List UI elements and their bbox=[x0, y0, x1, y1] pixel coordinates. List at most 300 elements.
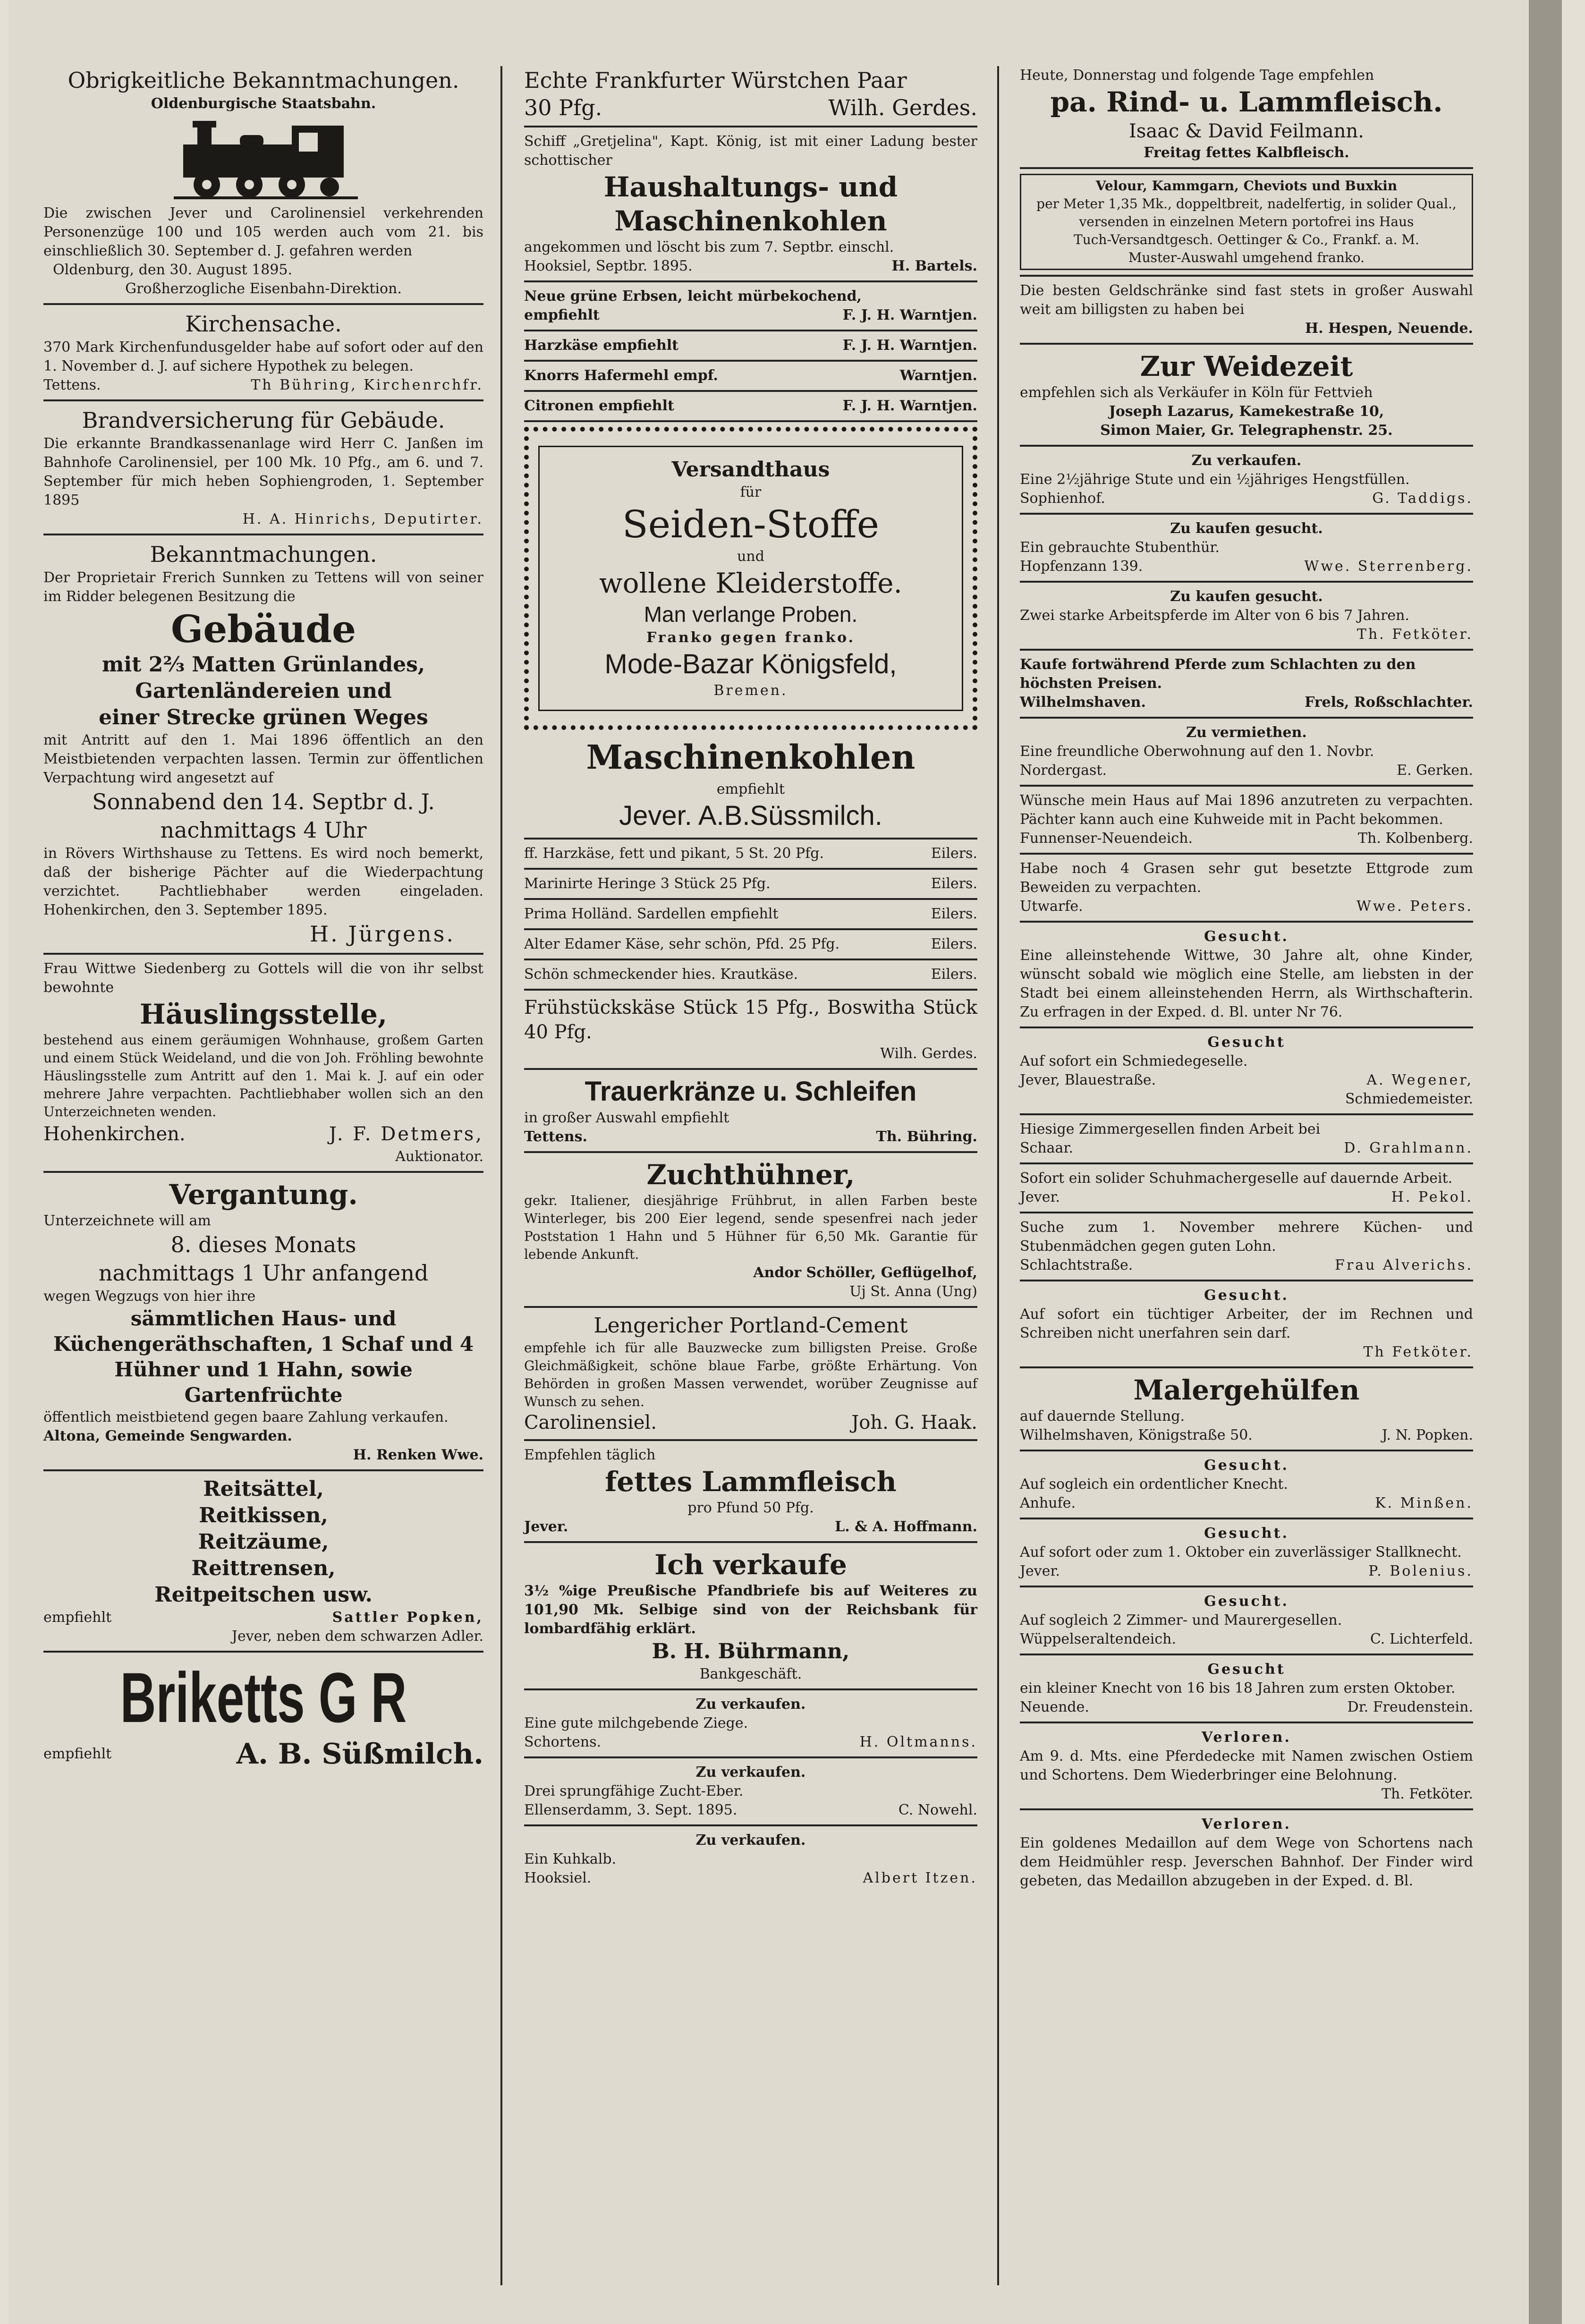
ad-haeuslingsstelle bbox=[43, 959, 483, 1166]
divider bbox=[524, 928, 977, 930]
verg-time: nachmittags 1 Uhr anfangend bbox=[98, 1260, 429, 1286]
zv-place: Hooksiel. bbox=[524, 1870, 592, 1886]
rind-sign: Isaac & David Feilmann. bbox=[1129, 120, 1364, 142]
haush-title: Haushaltungs- und bbox=[603, 171, 898, 203]
pferd-text: Kaufe fortwährend Pferde zum Schlachten zu den höchsten Preisen. bbox=[1020, 656, 1416, 692]
geld-sign: H. Hespen, Neuende. bbox=[1305, 320, 1473, 337]
divider bbox=[1020, 1450, 1473, 1451]
gebaeude-title: Gebäude bbox=[171, 607, 356, 651]
zimm-place: Schaar. bbox=[1020, 1140, 1074, 1156]
ges-text: Eine alleinstehende Wittwe, 30 Jahre alt, ohne Kinder, wünscht sobald wie möglich eine Stelle, am liebsten in der Stadt bei einem alleinstehenden Herrn, als Wirthschafterin. Zu erfragen in der Exped. d. Bl. unter Nr 76. bbox=[1020, 947, 1473, 1020]
haeusl-place: Hohenkirchen. bbox=[43, 1123, 186, 1145]
zv-sign: Albert Itzen. bbox=[863, 1870, 977, 1886]
ad-erbsen bbox=[524, 287, 977, 325]
ges-text: Auf sofort ein Schmiedegeselle. bbox=[1020, 1053, 1248, 1069]
fruehst-text: Frühstückskäse Stück 15 Pfg., Boswitha Stück 40 Pfg. bbox=[524, 997, 977, 1043]
divider bbox=[43, 953, 483, 955]
maschk-emp: empfiehlt bbox=[716, 781, 785, 797]
divider bbox=[524, 1824, 977, 1826]
zk-place: Hopfenzann 139. bbox=[1020, 558, 1143, 575]
column-rule bbox=[997, 66, 999, 2285]
zk-text: Ein gebrauchte Stubenthür. bbox=[1020, 539, 1220, 556]
kirche-sign: Th Bühring, Kirchenrchfr. bbox=[251, 377, 483, 393]
divider bbox=[1020, 921, 1473, 923]
ad-zuchteber bbox=[524, 1763, 977, 1820]
harz-text: Harzkäse empfiehlt bbox=[524, 337, 679, 354]
ges-sign: P. Bolenius. bbox=[1368, 1563, 1473, 1579]
gebaeude-line: Gartenländereien und bbox=[135, 679, 392, 703]
ges-text: Auf sofort oder zum 1. Oktober ein zuverlässiger Stallknecht. bbox=[1020, 1544, 1462, 1561]
ad-stallknecht bbox=[1020, 1524, 1473, 1581]
ad-harzkaese bbox=[524, 336, 977, 355]
divider bbox=[1020, 717, 1473, 719]
ad-stubenmaedchen bbox=[1020, 1218, 1473, 1275]
divider bbox=[524, 1688, 977, 1690]
ad-zuchthuehner bbox=[524, 1158, 977, 1301]
ges-text: Auf sogleich ein ordentlicher Knecht. bbox=[1020, 1476, 1288, 1493]
gras-text: Habe noch 4 Grasen sehr gut besetzte Ettgrode zum Beweiden zu verpachten. bbox=[1020, 860, 1473, 896]
divider bbox=[1020, 1162, 1473, 1164]
divider bbox=[524, 838, 977, 840]
brand-sign: H. A. Hinrichs, Deputirter. bbox=[242, 511, 483, 527]
zv-place: Ellenserdamm, 3. Sept. 1895. bbox=[524, 1802, 737, 1818]
citron-text: Citronen empfiehlt bbox=[524, 398, 674, 414]
vers-proben: Man verlange Proben. bbox=[644, 602, 858, 627]
verg-items: sämmtlichen Haus- und Küchengeräthschaften, 1 Schaf und 4 Hühner und 1 Hahn, sowie Gartenfrüchte bbox=[53, 1307, 474, 1407]
ad-schmiedegeselle bbox=[1020, 1033, 1473, 1109]
rind-intro: Heute, Donnerstag und folgende Tage empfehlen bbox=[1020, 67, 1374, 84]
divider bbox=[524, 989, 977, 991]
reit-sign: Sattler Popken, bbox=[332, 1609, 483, 1626]
gebaeude-text2: in Rövers Wirthshause zu Tettens. Es wird noch bemerkt, daß der bisherige Pächter auf die Wiederpachtung verzichtet. Pachtliebhaber werden eingeladen. Hohenkirchen, den 3. September 1895. bbox=[43, 845, 483, 918]
divider bbox=[524, 360, 977, 362]
brik-emp: empfiehlt bbox=[43, 1746, 112, 1762]
ges-head: Gesucht. bbox=[1204, 1457, 1289, 1474]
verg-text2: öffentlich meistbietend gegen baare Zahlung verkaufen. bbox=[43, 1409, 449, 1425]
divider bbox=[1020, 1518, 1473, 1519]
trauer-sign: Th. Bühring. bbox=[876, 1128, 977, 1145]
kuech-sign: Frau Alverichs. bbox=[1335, 1257, 1473, 1273]
ad-brandversicherung bbox=[43, 406, 483, 529]
divider bbox=[1020, 1654, 1473, 1655]
ad-haushaltungskohlen bbox=[524, 132, 977, 276]
haeusl-title: Häuslingsstelle, bbox=[139, 998, 388, 1030]
trauer-title: Trauerkränze u. Schleifen bbox=[585, 1076, 917, 1107]
trauer-place: Tettens. bbox=[524, 1128, 587, 1145]
haush-sign: H. Bartels. bbox=[891, 258, 977, 274]
ad-medaillon bbox=[1020, 1815, 1473, 1891]
vers-seide: Seiden-Stoffe bbox=[622, 502, 880, 546]
zv-head: Zu verkaufen. bbox=[695, 1764, 806, 1781]
velour-text: per Meter 1,35 Mk., doppeltbreit, nadelfertig, in solider Qual., versenden in einzelnen Metern portofrei ins Haus bbox=[1036, 196, 1457, 229]
lamm-intro: Empfehlen täglich bbox=[524, 1447, 656, 1463]
zv-text: Drei sprungfähige Zucht-Eber. bbox=[524, 1783, 744, 1799]
wurst-sign: Wilh. Gerdes. bbox=[828, 95, 977, 120]
reit-emp: empfiehlt bbox=[43, 1609, 112, 1626]
ges-head: Gesucht bbox=[1207, 1661, 1286, 1678]
ges-place: Wüppelseraltendeich. bbox=[1020, 1631, 1177, 1647]
divider bbox=[1020, 1808, 1473, 1810]
obrig-title: Obrigkeitliche Bekanntmachungen. bbox=[68, 68, 459, 93]
zv-text: Eine 2½jährige Stute und ein ½jähriges Hengstfüllen. bbox=[1020, 471, 1410, 488]
knorr-sign: Warntjen. bbox=[899, 367, 977, 384]
column-rule bbox=[500, 66, 502, 2285]
pferd-sign: Frels, Roßschlachter. bbox=[1305, 694, 1473, 711]
kirche-title: Kirchensache. bbox=[185, 311, 342, 337]
verg-title: Vergantung. bbox=[169, 1179, 358, 1211]
gras-place: Utwarfe. bbox=[1020, 898, 1083, 915]
divider bbox=[1020, 1280, 1473, 1281]
ad-pfandbriefe bbox=[524, 1548, 977, 1684]
ad-gebaeude bbox=[43, 540, 483, 948]
lamm-place: Jever. bbox=[524, 1518, 568, 1535]
erbsen-sign: F. J. H. Warntjen. bbox=[842, 307, 977, 323]
reit-addr: Jever, neben dem schwarzen Adler. bbox=[231, 1628, 483, 1645]
ad-reitsaettel bbox=[43, 1476, 483, 1646]
gebaeude-text: mit Antritt auf den 1. Mai 1896 öffentlich an den Meistbietenden verpachten lassen. Termin zur öffentlichen Verpachtung wird angesetzt auf bbox=[43, 732, 483, 786]
maschk-title: Maschinenkohlen bbox=[586, 738, 915, 777]
ad-briketts bbox=[43, 1657, 483, 1771]
ad-lammfleisch bbox=[524, 1446, 977, 1536]
pferd-place: Wilhelmshaven. bbox=[1020, 694, 1146, 711]
haus-text: Wünsche mein Haus auf Mai 1896 anzutreten zu verpachten. Pächter kann auch eine Kuhweide mit in Pacht bekommen. bbox=[1020, 792, 1473, 828]
weide-name: Joseph Lazarus, Kamekestraße 10, bbox=[1109, 403, 1384, 420]
velour-head: Velour, Kammgarn, Cheviots und Buxkin bbox=[1095, 178, 1398, 194]
weide-title: Zur Weidezeit bbox=[1140, 350, 1353, 382]
ges-head: Gesucht. bbox=[1204, 1287, 1289, 1304]
ad-fruehstueckskaese bbox=[524, 995, 977, 1063]
ad-schuhmacher bbox=[1020, 1169, 1473, 1207]
reit-line: Reitzäume, bbox=[198, 1530, 329, 1554]
ges-text: Auf sofort ein tüchtiger Arbeiter, der im Rechnen und Schreiben nicht unerfahren sein darf. bbox=[1020, 1306, 1473, 1341]
ad-zimmergesellen bbox=[1020, 1120, 1473, 1158]
eilers-text: Marinirte Heringe 3 Stück 25 Pfg. bbox=[524, 875, 771, 892]
weide-name: Simon Maier, Gr. Telegraphenstr. 25. bbox=[1100, 422, 1393, 439]
zucht-title: Zuchthühner, bbox=[646, 1159, 855, 1191]
lamm-price: pro Pfund 50 Pfg. bbox=[687, 1500, 814, 1516]
ad-stute bbox=[1020, 451, 1473, 508]
ges-place: Anhufe. bbox=[1020, 1495, 1076, 1511]
zv-text: Eine gute milchgebende Ziege. bbox=[524, 1715, 748, 1731]
ad-velour bbox=[1020, 174, 1473, 270]
divider bbox=[524, 1151, 977, 1153]
eilers-text: Schön schmeckender hies. Krautkäse. bbox=[524, 966, 798, 983]
divider bbox=[43, 303, 483, 305]
ges-head: Gesucht. bbox=[1204, 1525, 1289, 1542]
divider bbox=[43, 399, 483, 401]
verl-head: Verloren. bbox=[1202, 1816, 1291, 1832]
locomotive-icon bbox=[164, 116, 363, 201]
zucht-text: gekr. Italiener, diesjährige Frühbrut, in allen Farben beste Winterleger, bis 200 Eier legend, sende spesenfrei nach jeder Poststation 1 Hahn und 5 Hühner für 6,50 Mk. Garantie für lebende Ankunft. bbox=[524, 1193, 977, 1262]
ad-rindfleisch bbox=[1020, 66, 1473, 162]
verk-title: Ich verkaufe bbox=[654, 1549, 847, 1581]
eilers-sign: Eilers. bbox=[931, 875, 977, 892]
divider bbox=[524, 1306, 977, 1308]
ad-oberwohnung bbox=[1020, 723, 1473, 780]
ges-text: ein kleiner Knecht von 16 bis 18 Jahren zum ersten Oktober. bbox=[1020, 1680, 1456, 1696]
ges-place: Jever. bbox=[1020, 1563, 1060, 1579]
haush-text: angekommen und löscht bis zum 7. Septbr. einschl. bbox=[524, 239, 894, 255]
wurst-price: 30 Pfg. bbox=[524, 95, 602, 120]
ges-sign: K. Minßen. bbox=[1375, 1495, 1473, 1511]
ges-place: Jever, Blauestraße. bbox=[1020, 1072, 1156, 1088]
divider bbox=[524, 898, 977, 900]
schuh-sign: H. Pekol. bbox=[1391, 1189, 1473, 1205]
vers-title: Versandthaus bbox=[671, 458, 830, 482]
vers-wolle: wollene Kleiderstoffe. bbox=[599, 567, 902, 599]
eilers-sign: Eilers. bbox=[931, 936, 977, 952]
ad-obrigkeitliche bbox=[43, 66, 483, 298]
velour-sign: Tuch-Versandtgesch. Oettinger & Co., Frankf. a. M. bbox=[1074, 232, 1419, 247]
divider bbox=[524, 868, 977, 870]
zk-head: Zu kaufen gesucht. bbox=[1170, 520, 1323, 537]
gebaeude-line: einer Strecke grünen Weges bbox=[99, 705, 428, 729]
divider bbox=[524, 280, 977, 282]
zucht-addr: Uj St. Anna (Ung) bbox=[849, 1283, 977, 1300]
zv-sign: G. Taddigs. bbox=[1372, 490, 1473, 507]
verk-text: 3½ %ige Preußische Pfandbriefe bis auf Weiteres zu 101,90 Mk. Selbige sind von der Reichsbank für lombardfähig erklärt. bbox=[524, 1583, 977, 1637]
ges-sign: C. Lichterfeld. bbox=[1370, 1631, 1473, 1647]
cement-sign: Joh. G. Haak. bbox=[851, 1412, 977, 1433]
zv-sign: H. Oltmanns. bbox=[859, 1734, 977, 1750]
ges-text: Auf sogleich 2 Zimmer- und Maurergesellen. bbox=[1020, 1612, 1342, 1628]
zk-sign: Th. Fetköter. bbox=[1356, 626, 1473, 643]
verl-head: Verloren. bbox=[1202, 1729, 1291, 1746]
kirche-text: 370 Mark Kirchenfundusgelder habe auf sofort oder auf den 1. November d. J. auf sichere Hypothek zu belegen. bbox=[43, 339, 483, 374]
divider bbox=[1020, 445, 1473, 447]
verk-sign: B. H. Bührmann, bbox=[652, 1639, 850, 1663]
kirche-place: Tettens. bbox=[43, 377, 101, 393]
zverm-head: Zu vermiethen. bbox=[1186, 724, 1307, 741]
ad-eilers-heringe bbox=[524, 874, 977, 893]
divider bbox=[43, 1651, 483, 1653]
divider bbox=[43, 1171, 483, 1173]
ad-portland-cement bbox=[524, 1313, 977, 1434]
brand-title: Brandversicherung für Gebäude. bbox=[82, 407, 445, 433]
kuech-place: Schlachtstraße. bbox=[1020, 1257, 1133, 1273]
gebaeude-date: Sonnabend den 14. Septbr d. J. bbox=[92, 789, 435, 814]
haus-place: Funnenser-Neuendeich. bbox=[1020, 830, 1193, 847]
ad-trauerkraenze bbox=[524, 1075, 977, 1146]
reit-line: Reitsättel, bbox=[203, 1477, 324, 1501]
ad-pferde-schlachten bbox=[1020, 655, 1473, 712]
lamm-sign: L. & A. Hoffmann. bbox=[835, 1518, 977, 1535]
zucht-sign: Andor Schöller, Geflügelhof, bbox=[753, 1264, 977, 1281]
maler-place: Wilhelmshaven, Königstraße 50. bbox=[1020, 1427, 1253, 1443]
ges-head: Gesucht. bbox=[1204, 1593, 1289, 1610]
schuh-text: Sofort ein solider Schuhmachergeselle auf dauernde Arbeit. bbox=[1020, 1170, 1453, 1187]
ad-vergantung bbox=[43, 1178, 483, 1465]
verg-intro: Unterzeichnete will am bbox=[43, 1213, 211, 1229]
divider bbox=[1020, 275, 1473, 277]
ad-wirthschafterin bbox=[1020, 927, 1473, 1022]
geld-text: Die besten Geldschränke sind fast stets in großer Auswahl weit am billigsten zu haben bei bbox=[1020, 282, 1473, 318]
zverm-place: Nordergast. bbox=[1020, 762, 1107, 779]
ad-kleiner-knecht bbox=[1020, 1660, 1473, 1717]
divider bbox=[524, 1068, 977, 1070]
haush-title: Maschinenkohlen bbox=[614, 205, 887, 237]
vers-franko: Franko gegen franko. bbox=[646, 629, 856, 646]
divider bbox=[1020, 343, 1473, 345]
rind-sub: Freitag fettes Kalbfleisch. bbox=[1144, 144, 1349, 161]
verl-text: Ein goldenes Medaillon auf dem Wege von Schortens nach dem Heidmühler resp. Jeverschen Bahnhof. Der Finder wird gebeten, das Medaillon abzugeben in der Exped. d. Bl. bbox=[1020, 1835, 1473, 1889]
ad-maschinenkohlen bbox=[524, 735, 977, 833]
ad-knecht bbox=[1020, 1456, 1473, 1513]
divider bbox=[1020, 1212, 1473, 1213]
haeusl-sign: J. F. Detmers, bbox=[329, 1123, 483, 1145]
left-column bbox=[43, 66, 483, 1771]
bek-text: Der Proprietair Frerich Sunnken zu Tettens will von seiner im Ridder belegenen Besitzung die bbox=[43, 569, 483, 605]
ad-eilers-edamer bbox=[524, 935, 977, 954]
divider bbox=[524, 1756, 977, 1758]
verk-role: Bankgeschäft. bbox=[699, 1666, 802, 1682]
obrig-text: Die zwischen Jever und Carolinensiel verkehrenden Personenzüge 100 und 105 werden auch vom 21. bis einschließlich 30. September d. J. gefahren werden bbox=[43, 205, 483, 259]
divider bbox=[524, 126, 977, 127]
gras-sign: Wwe. Peters. bbox=[1356, 898, 1473, 915]
divider bbox=[524, 958, 977, 960]
obrig-sign: Großherzogliche Eisenbahn-Direktion. bbox=[125, 280, 402, 297]
kuech-text: Suche zum 1. November mehrere Küchen- und Stubenmädchen gegen guten Lohn. bbox=[1020, 1219, 1473, 1255]
obrig-subtitle: Oldenburgische Staatsbahn. bbox=[151, 95, 376, 112]
zv-place: Schortens. bbox=[524, 1734, 602, 1750]
middle-column bbox=[524, 66, 977, 1888]
ad-arbeiter bbox=[1020, 1286, 1473, 1362]
ges-sign: A. Wegener, bbox=[1366, 1072, 1473, 1088]
maler-sign: J. N. Popken. bbox=[1382, 1427, 1473, 1443]
ad-stubenthuer bbox=[1020, 519, 1473, 576]
haeusl-text: bestehend aus einem geräumigen Wohnhause, großem Garten und einem Stück Weideland, und die von Joh. Fröhling bewohnte Häuslingsstelle zum Antritt auf den 1. Mai k. J. auf ein oder mehrere Jahre verpachten. Pachtliebhaber wollen sich an den Unterzeichneten wenden. bbox=[43, 1032, 483, 1120]
harz-sign: F. J. H. Warntjen. bbox=[842, 337, 977, 354]
ad-haus-verpachten bbox=[1020, 791, 1473, 848]
ges-sign: Dr. Freudenstein. bbox=[1347, 1699, 1473, 1715]
erbsen-text: Neue grüne Erbsen, leicht mürbekochend, bbox=[524, 288, 862, 305]
zv-head: Zu verkaufen. bbox=[695, 1696, 806, 1713]
ad-wuerstchen bbox=[524, 66, 977, 121]
ges-place: Neuende. bbox=[1020, 1699, 1089, 1715]
maschk-sign: Jever. A.B.Süssmilch. bbox=[619, 800, 882, 831]
ad-geldschraenke bbox=[1020, 281, 1473, 338]
ges-role: Schmiedemeister. bbox=[1345, 1091, 1473, 1107]
brik-title: Briketts G R bbox=[120, 1658, 407, 1737]
verg-text: wegen Wegzugs von hier ihre bbox=[43, 1288, 256, 1305]
haush-place: Hooksiel, Septbr. 1895. bbox=[524, 258, 693, 274]
weide-text: empfehlen sich als Verkäufer in Köln für Fettvieh bbox=[1020, 384, 1373, 401]
schiff-text: Schiff „Gretjelina", Kapt. König, ist mit einer Ladung bester schottischer bbox=[524, 133, 977, 169]
ad-pferdedecke bbox=[1020, 1728, 1473, 1804]
ad-maurergesellen bbox=[1020, 1592, 1473, 1649]
ad-versandthaus bbox=[524, 427, 977, 730]
rind-title: pa. Rind- u. Lammfleisch. bbox=[1050, 86, 1443, 118]
lamm-title: fettes Lammfleisch bbox=[605, 1466, 897, 1498]
zk-head: Zu kaufen gesucht. bbox=[1170, 588, 1323, 605]
verl-text: Am 9. d. Mts. eine Pferdedecke mit Namen zwischen Ostiem und Schortens. Dem Wiederbringer eine Belohnung. bbox=[1020, 1748, 1473, 1783]
divider bbox=[524, 1439, 977, 1441]
trauer-text: in großer Auswahl empfiehlt bbox=[524, 1110, 729, 1126]
eilers-text: ff. Harzkäse, fett und pikant, 5 St. 20 Pfg. bbox=[524, 845, 824, 862]
divider bbox=[1020, 785, 1473, 787]
maler-text: auf dauernde Stellung. bbox=[1020, 1408, 1185, 1425]
brik-sign: A. B. Süßmilch. bbox=[236, 1738, 483, 1771]
divider bbox=[524, 1541, 977, 1543]
page-edge bbox=[1529, 0, 1562, 2324]
divider bbox=[524, 390, 977, 392]
divider bbox=[1020, 853, 1473, 855]
eilers-text: Prima Holländ. Sardellen empfiehlt bbox=[524, 906, 779, 922]
ad-citronen bbox=[524, 397, 977, 416]
verg-sign: H. Renken Wwe. bbox=[353, 1447, 483, 1463]
gebaeude-sign: H. Jürgens. bbox=[310, 921, 455, 947]
reit-line: Reittrensen, bbox=[191, 1556, 336, 1580]
obrig-date: Oldenburg, den 30. August 1895. bbox=[53, 262, 293, 278]
ad-arbeitspferde bbox=[1020, 587, 1473, 644]
divider bbox=[1020, 1366, 1473, 1368]
divider bbox=[1020, 649, 1473, 651]
fruehst-sign: Wilh. Gerdes. bbox=[880, 1045, 977, 1062]
eilers-sign: Eilers. bbox=[931, 845, 977, 862]
eilers-text: Alter Edamer Käse, sehr schön, Pfd. 25 Pfg. bbox=[524, 936, 840, 952]
divider bbox=[1020, 581, 1473, 583]
ad-malergehuelfen bbox=[1020, 1373, 1473, 1445]
versandthaus-inner bbox=[538, 446, 963, 711]
maler-title: Malergehülfen bbox=[1133, 1374, 1360, 1406]
vers-und: und bbox=[737, 548, 764, 565]
zverm-sign: E. Gerken. bbox=[1397, 762, 1473, 779]
zimm-text: Hiesige Zimmergesellen finden Arbeit bei bbox=[1020, 1121, 1321, 1137]
zverm-text: Eine freundliche Oberwohnung auf den 1. Novbr. bbox=[1020, 743, 1374, 760]
zv-place: Sophienhof. bbox=[1020, 490, 1105, 507]
divider bbox=[1020, 513, 1473, 515]
divider bbox=[1020, 1026, 1473, 1028]
ad-weidezeit bbox=[1020, 349, 1473, 440]
ad-kuhkalb bbox=[524, 1831, 977, 1888]
verl-sign: Th. Fetköter. bbox=[1381, 1786, 1473, 1802]
divider bbox=[524, 420, 977, 422]
reit-line: Reitpeitschen usw. bbox=[154, 1583, 373, 1607]
haeusl-role: Auktionator. bbox=[395, 1148, 483, 1165]
ad-grasen bbox=[1020, 859, 1473, 916]
ges-head: Gesucht bbox=[1207, 1034, 1286, 1051]
erbsen-emp: empfiehlt bbox=[524, 307, 600, 323]
ad-hafermehl bbox=[524, 366, 977, 385]
ad-eilers-krautkaese bbox=[524, 965, 977, 984]
divider bbox=[1020, 1722, 1473, 1723]
zk-text: Zwei starke Arbeitspferde im Alter von 6 bis 7 Jahren. bbox=[1020, 607, 1410, 624]
eilers-sign: Eilers. bbox=[931, 966, 977, 983]
velour-foot: Muster-Auswahl umgehend franko. bbox=[1128, 250, 1365, 265]
vers-fuer: für bbox=[740, 484, 762, 500]
cement-title: Lengericher Portland-Cement bbox=[593, 1314, 908, 1338]
ad-eilers-harzkaese bbox=[524, 844, 977, 863]
right-column bbox=[1020, 66, 1473, 1891]
divider bbox=[1020, 1113, 1473, 1115]
zv-head: Zu verkaufen. bbox=[1191, 452, 1302, 469]
ad-ziege bbox=[524, 1695, 977, 1752]
brand-text: Die erkannte Brandkassenanlage wird Herr C. Janßen im Bahnhofe Carolinensiel, per 100 Mk. 10 Pfg., am 6. und 7. September für mich heben Sophiengroden, 1. September 1895 bbox=[43, 435, 483, 509]
zv-head: Zu verkaufen. bbox=[695, 1832, 806, 1849]
cement-text: empfehle ich für alle Bauzwecke zum billigsten Preise. Große Gleichmäßigkeit, schöne blaue Farbe, größte Erhärtung. Von Behörden in großen Massen verwendet, worüber Zeugnisse auf Wunsch zu sehen. bbox=[524, 1340, 977, 1409]
ges-sign: Th Fetköter. bbox=[1363, 1344, 1473, 1360]
gebaeude-time: nachmittags 4 Uhr bbox=[160, 817, 367, 843]
verg-date: 8. dieses Monats bbox=[170, 1232, 356, 1257]
reit-line: Reitkissen, bbox=[199, 1503, 328, 1527]
eilers-sign: Eilers. bbox=[931, 906, 977, 922]
divider bbox=[43, 1469, 483, 1471]
zv-sign: C. Nowehl. bbox=[898, 1802, 977, 1818]
verg-place: Altona, Gemeinde Sengwarden. bbox=[43, 1428, 292, 1444]
gebaeude-line: mit 2⅔ Matten Grünlandes, bbox=[102, 653, 425, 677]
haeusl-intro: Frau Wittwe Siedenberg zu Gottels will die von ihr selbst bewohnte bbox=[43, 960, 483, 996]
haus-sign: Th. Kolbenberg. bbox=[1358, 830, 1473, 847]
